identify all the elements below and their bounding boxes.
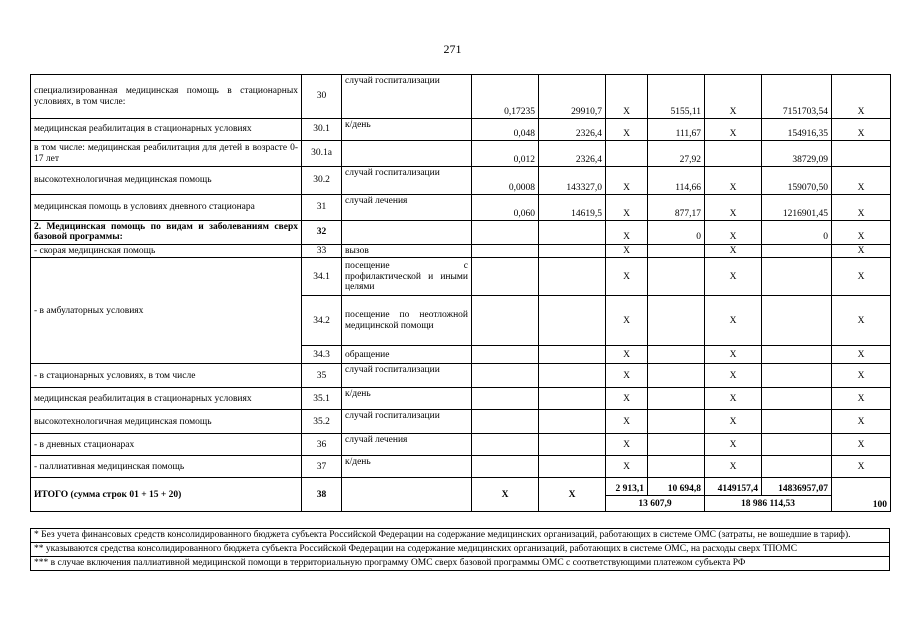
x-cell: [705, 141, 762, 167]
x-cell: X: [832, 410, 891, 434]
x-cell: X: [832, 456, 891, 478]
x-cell: X: [832, 434, 891, 456]
row-number: 30.1а: [302, 141, 342, 167]
x-cell: X: [832, 296, 891, 346]
footnotes: [30, 528, 890, 571]
value-cell: [762, 364, 832, 388]
table-row: [31, 364, 891, 388]
value-cell: [472, 388, 539, 410]
value-cell: [539, 456, 606, 478]
value-cell: 0,048: [472, 119, 539, 141]
x-cell: X: [832, 346, 891, 364]
value-cell: 2326,4: [539, 141, 606, 167]
x-cell: X: [832, 195, 891, 221]
unit-cell: [342, 478, 472, 512]
x-cell: X: [705, 346, 762, 364]
row-number: 38: [302, 478, 342, 512]
row-number: 32: [302, 221, 342, 245]
value-cell: [648, 364, 705, 388]
x-cell: X: [606, 75, 648, 119]
x-cell: X: [606, 346, 648, 364]
x-cell: X: [472, 478, 539, 512]
x-cell: X: [606, 456, 648, 478]
value-cell: 7151703,54: [762, 75, 832, 119]
row-name: - паллиативная медицинская помощь: [31, 456, 302, 478]
x-cell: X: [606, 296, 648, 346]
value-cell: 114,66: [648, 167, 705, 195]
x-cell: X: [705, 456, 762, 478]
unit-cell: случай госпитализации: [342, 364, 472, 388]
value-cell: [762, 296, 832, 346]
table-row: [31, 221, 891, 245]
table-row: [31, 119, 891, 141]
x-cell: X: [705, 221, 762, 245]
unit-cell: [342, 221, 472, 245]
x-cell: X: [606, 221, 648, 245]
unit-cell: к/день: [342, 119, 472, 141]
row-number: 31: [302, 195, 342, 221]
value-cell: [648, 296, 705, 346]
row-number: 35.2: [302, 410, 342, 434]
x-cell: X: [832, 167, 891, 195]
x-cell: X: [606, 244, 648, 257]
row-number: 35: [302, 364, 342, 388]
x-cell: X: [832, 119, 891, 141]
value-cell: 0,0008: [472, 167, 539, 195]
row-name: - в амбулаторных условиях: [31, 258, 302, 364]
unit-cell: случай госпитализации: [342, 75, 472, 119]
row-name: - скорая медицинская помощь: [31, 244, 302, 257]
row-number: 30.1: [302, 119, 342, 141]
value-cell: [648, 434, 705, 456]
value-cell: [472, 434, 539, 456]
row-name: медицинская реабилитация в стационарных условиях: [31, 388, 302, 410]
value-cell: [762, 456, 832, 478]
x-cell: X: [705, 434, 762, 456]
table-row: [31, 167, 891, 195]
value-cell: [762, 410, 832, 434]
x-cell: X: [832, 244, 891, 257]
program-cost-table: [30, 74, 891, 512]
page-number: 271: [443, 42, 462, 56]
value-cell: [648, 258, 705, 296]
table-row: [31, 388, 891, 410]
value-cell: 0,17235: [472, 75, 539, 119]
value-cell: 14619,5: [539, 195, 606, 221]
value-cell: 29910,7: [539, 75, 606, 119]
x-cell: X: [832, 221, 891, 245]
total-row: [31, 478, 891, 496]
value-cell: [472, 258, 539, 296]
value-cell: 877,17: [648, 195, 705, 221]
x-cell: X: [606, 410, 648, 434]
footnote-1: * Без учета финансовых средств консолидированного бюджета субъекта Российской Федерации на содержание медицинских организаций, работающих в системе ОМС (затраты, не вошедшие в тариф).: [31, 529, 890, 543]
value-cell: 0: [762, 221, 832, 245]
value-cell: 0,012: [472, 141, 539, 167]
table-row: [31, 75, 891, 119]
value-cell: [762, 258, 832, 296]
x-cell: X: [606, 167, 648, 195]
row-name: медицинская реабилитация в стационарных условиях: [31, 119, 302, 141]
value-cell: 2326,4: [539, 119, 606, 141]
row-number: 36: [302, 434, 342, 456]
x-cell: X: [539, 478, 606, 512]
value-cell: [472, 346, 539, 364]
footnote-3: *** в случае включения паллиативной медицинской помощи в территориальную программу ОМС сверх базовой программы ОМС с соответствующими платежом субъекта РФ: [31, 556, 890, 570]
total-sum: 18 986 114,53: [705, 496, 832, 512]
value-cell: 143327,0: [539, 167, 606, 195]
row-number: 33: [302, 244, 342, 257]
x-cell: X: [705, 195, 762, 221]
total-value: 2 913,1: [606, 478, 648, 496]
value-cell: [539, 434, 606, 456]
row-number: 30.2: [302, 167, 342, 195]
table-row: [31, 456, 891, 478]
value-cell: [539, 244, 606, 257]
table-row: [31, 410, 891, 434]
total-value: 4149157,4: [705, 478, 762, 496]
value-cell: [539, 346, 606, 364]
value-cell: 27,92: [648, 141, 705, 167]
row-number: 35.1: [302, 388, 342, 410]
x-cell: X: [705, 119, 762, 141]
x-cell: X: [606, 364, 648, 388]
table-row: [31, 195, 891, 221]
unit-cell: случай госпитализации: [342, 167, 472, 195]
x-cell: X: [705, 244, 762, 257]
x-cell: X: [606, 119, 648, 141]
row-number: 37: [302, 456, 342, 478]
unit-cell: к/день: [342, 456, 472, 478]
x-cell: X: [832, 258, 891, 296]
x-cell: X: [606, 388, 648, 410]
x-cell: X: [606, 195, 648, 221]
row-name: высокотехнологичная медицинская помощь: [31, 167, 302, 195]
total-label: ИТОГО (сумма строк 01 + 15 + 20): [31, 478, 302, 512]
value-cell: [539, 410, 606, 434]
value-cell: [539, 364, 606, 388]
value-cell: 5155,11: [648, 75, 705, 119]
total-value: 14836957,07: [762, 478, 832, 496]
footnote-2: ** указываются средства консолидированного бюджета субъекта Российской Федерации на содержание медицинских организаций, работающих в системе ОМС, на расходы сверх ТПОМС: [31, 542, 890, 556]
total-value: 10 694,8: [648, 478, 705, 496]
row-name: - в стационарных условиях, в том числе: [31, 364, 302, 388]
value-cell: [539, 258, 606, 296]
table-row: [31, 141, 891, 167]
value-cell: [472, 221, 539, 245]
value-cell: 1216901,45: [762, 195, 832, 221]
value-cell: 38729,09: [762, 141, 832, 167]
row-name: специализированная медицинская помощь в стационарных условиях, в том числе:: [31, 75, 302, 119]
row-name: высокотехнологичная медицинская помощь: [31, 410, 302, 434]
x-cell: X: [832, 75, 891, 119]
value-cell: [648, 388, 705, 410]
row-name: медицинская помощь в условиях дневного стационара: [31, 195, 302, 221]
x-cell: X: [705, 364, 762, 388]
value-cell: [762, 388, 832, 410]
x-cell: X: [705, 167, 762, 195]
row-name: в том числе: медицинская реабилитация для детей в возрасте 0-17 лет: [31, 141, 302, 167]
x-cell: X: [705, 75, 762, 119]
x-cell: [606, 141, 648, 167]
x-cell: X: [832, 388, 891, 410]
value-cell: [648, 346, 705, 364]
unit-cell: [342, 141, 472, 167]
x-cell: X: [832, 364, 891, 388]
value-cell: [762, 434, 832, 456]
row-number: 34.3: [302, 346, 342, 364]
value-cell: 0,060: [472, 195, 539, 221]
table-row: [31, 258, 891, 296]
table-row: [31, 434, 891, 456]
value-cell: [472, 296, 539, 346]
row-number: 34.2: [302, 296, 342, 346]
value-cell: [648, 244, 705, 257]
unit-cell: посещение с профилактической и иными целями: [342, 258, 472, 296]
x-cell: X: [606, 258, 648, 296]
x-cell: X: [705, 388, 762, 410]
value-cell: [472, 244, 539, 257]
value-cell: 159070,50: [762, 167, 832, 195]
row-name: 2. Медицинская помощь по видам и заболеваниям сверх базовой программы:: [31, 221, 302, 245]
value-cell: [539, 221, 606, 245]
x-cell: X: [705, 296, 762, 346]
value-cell: 0: [648, 221, 705, 245]
value-cell: [648, 410, 705, 434]
total-sum: 13 607,9: [606, 496, 705, 512]
value-cell: [539, 388, 606, 410]
unit-cell: обращение: [342, 346, 472, 364]
row-number: 30: [302, 75, 342, 119]
value-cell: [472, 456, 539, 478]
x-cell: X: [705, 410, 762, 434]
value-cell: 111,67: [648, 119, 705, 141]
unit-cell: к/день: [342, 388, 472, 410]
row-number: 34.1: [302, 258, 342, 296]
value-cell: [648, 456, 705, 478]
x-cell: X: [705, 258, 762, 296]
value-cell: [539, 296, 606, 346]
x-cell: X: [606, 434, 648, 456]
unit-cell: случай лечения: [342, 434, 472, 456]
unit-cell: посещение по неотложной медицинской помощи: [342, 296, 472, 346]
unit-cell: случай лечения: [342, 195, 472, 221]
value-cell: 154916,35: [762, 119, 832, 141]
value-cell: [762, 346, 832, 364]
value-cell: [472, 410, 539, 434]
total-percent: 100: [832, 478, 891, 512]
row-name: - в дневных стационарах: [31, 434, 302, 456]
x-cell: [832, 141, 891, 167]
value-cell: [762, 244, 832, 257]
unit-cell: вызов: [342, 244, 472, 257]
value-cell: [472, 364, 539, 388]
table-row: [31, 244, 891, 257]
unit-cell: случай госпитализации: [342, 410, 472, 434]
